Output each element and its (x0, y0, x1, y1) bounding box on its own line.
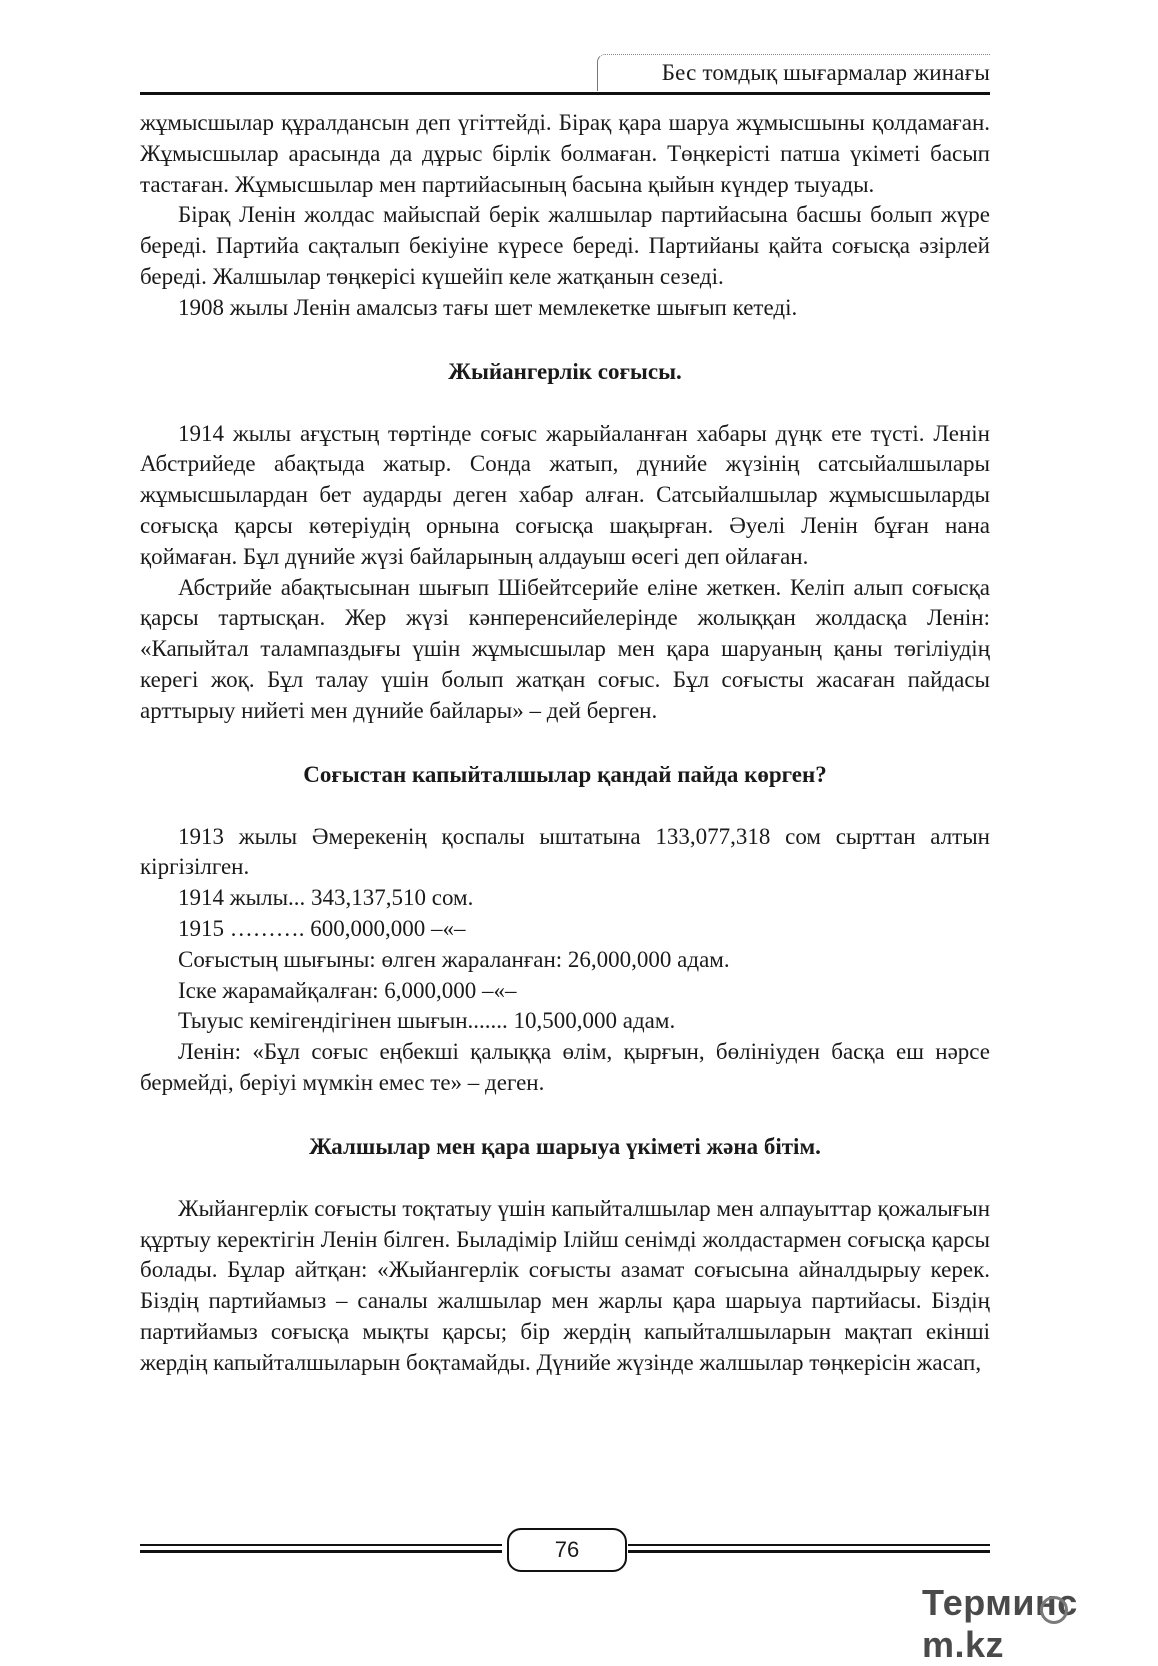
page-footer (140, 1528, 990, 1576)
paragraph: Тыуыс кемігендігінен шығын....... 10,500,000 адам. (178, 1008, 676, 1034)
section-heading: Жалшылар мен қара шарыуа үкіметі жәна бітім. (309, 1133, 821, 1159)
paragraph: 1908 жылы Ленін амалсыз тағы шет мемлекетке шығып кетеді. (178, 294, 798, 320)
running-header (140, 50, 990, 96)
paragraph: 1915 ………. 600,000,000 –«– (178, 915, 466, 941)
magnifier-icon (1040, 1596, 1068, 1624)
paragraph: Жыйангерлік соғысты тоқтатыу үшін капыйталшылар мен алпауыттар қожалығын құртыу керектігін Ленін білген. Быладімір Ілійш сенімді жолдастармен соғысқа қарсы болады. Бұлар айтқан: «Жыйангерлік соғысты азамат соғысына айналдырыу керек. Біздің партийамыз – саналы жалшылар мен жарлы қара шарыуа партийасы. Біздің партийамыз соғысқа мықты қарсы; бір жердің капыйталшыларын мақтап екінші жердің капыйталшыларын боқтамайды. Дүнийе жүзінде жалшылар төңкерісін жасап, (140, 1195, 990, 1375)
footer-rule (140, 1544, 502, 1546)
watermark-text: Терминсm.kz (922, 1582, 1078, 1665)
paragraph: 1913 жылы Әмерекенің қоспалы ыштатына 133,077,318 сом сырттан алтын кіргізілген. (140, 823, 990, 880)
running-title: Бес томдық шығармалар жинағы (661, 60, 990, 85)
paragraph: Соғыстың шығыны: өлген жараланған: 26,000,000 адам. (178, 946, 730, 972)
paragraph: Абстрийе абақтысынан шығып Шібейтсерийе еліне жеткен. Келіп алып соғысқа қарсы тартысқан. Жер жүзі кәнперенсийелерінде жолыққан жолдасқа Ленін: «Капыйтал талампаздығы үшін жұмысшылар мен қара шаруаның қаны төгіліудің керегі жоқ. Бұл талау үшін болып жатқан соғыс. Бұл соғысты жасаған пайдасы арттырыу нийеті мен дүнийе байлары» – дей берген. (140, 574, 990, 723)
paragraph: 1914 жылы... 343,137,510 сом. (178, 885, 474, 911)
section-heading: Соғыстан капыйталшылар қандай пайда көрген? (303, 761, 827, 787)
paragraph: Ленін: «Бұл соғыс еңбекші қалыққа өлім, қырғын, бөлініуден басқа еш нәрсе бермейді, беріуі мүмкін емес те» – деген. (140, 1039, 990, 1095)
page-body (140, 108, 990, 1379)
watermark-logo (922, 1582, 1152, 1665)
header-rule (140, 92, 990, 95)
footer-rule (140, 1550, 502, 1553)
section-heading: Жыйангерлік соғысы. (448, 358, 682, 384)
paragraph: Бірақ Ленін жолдас майыспай берік жалшылар партийасына басшы болып жүре береді. Партийа сақталып бекіуіне күресе береді. Партийаны қайта соғысқа әзірлей береді. Жалшылар төңкерісі күшейіп келе жатқанын сезеді. (140, 202, 990, 289)
paragraph: 1914 жылы ағұстың төртінде соғыс жарыйаланған хабары дүңк ете түсті. Ленін Абстрийеде абақтыда жатыр. Сонда жатып, дүнийе жүзінің сатсыйалшылары жұмысшылардан бет аударды деген хабар алған. Сатсыйалшылар жұмысшыларды соғысқа қарсы көтеріудің орнына соғысқа шақырған. Әуелі Ленін бұған нана қоймаған. Бұл дүнийе жүзі байларының алдауыш өсегі деп ойлаған. (140, 420, 990, 569)
footer-rule (628, 1550, 990, 1553)
footer-rule (628, 1544, 990, 1546)
paragraph: жұмысшылар құралдансын деп үгіттейді. Бірақ қара шаруа жұмысшыны қолдамаған. Жұмысшылар арасында да дұрыс бірлік болмаған. Төңкерісті патша үкіметі басып тастаған. Жұмысшылар мен партийасының басына қыйын күндер тыуады. (140, 110, 990, 197)
page-number: 76 (507, 1528, 627, 1572)
paragraph: Іске жарамайқалған: 6,000,000 –«– (178, 977, 517, 1003)
